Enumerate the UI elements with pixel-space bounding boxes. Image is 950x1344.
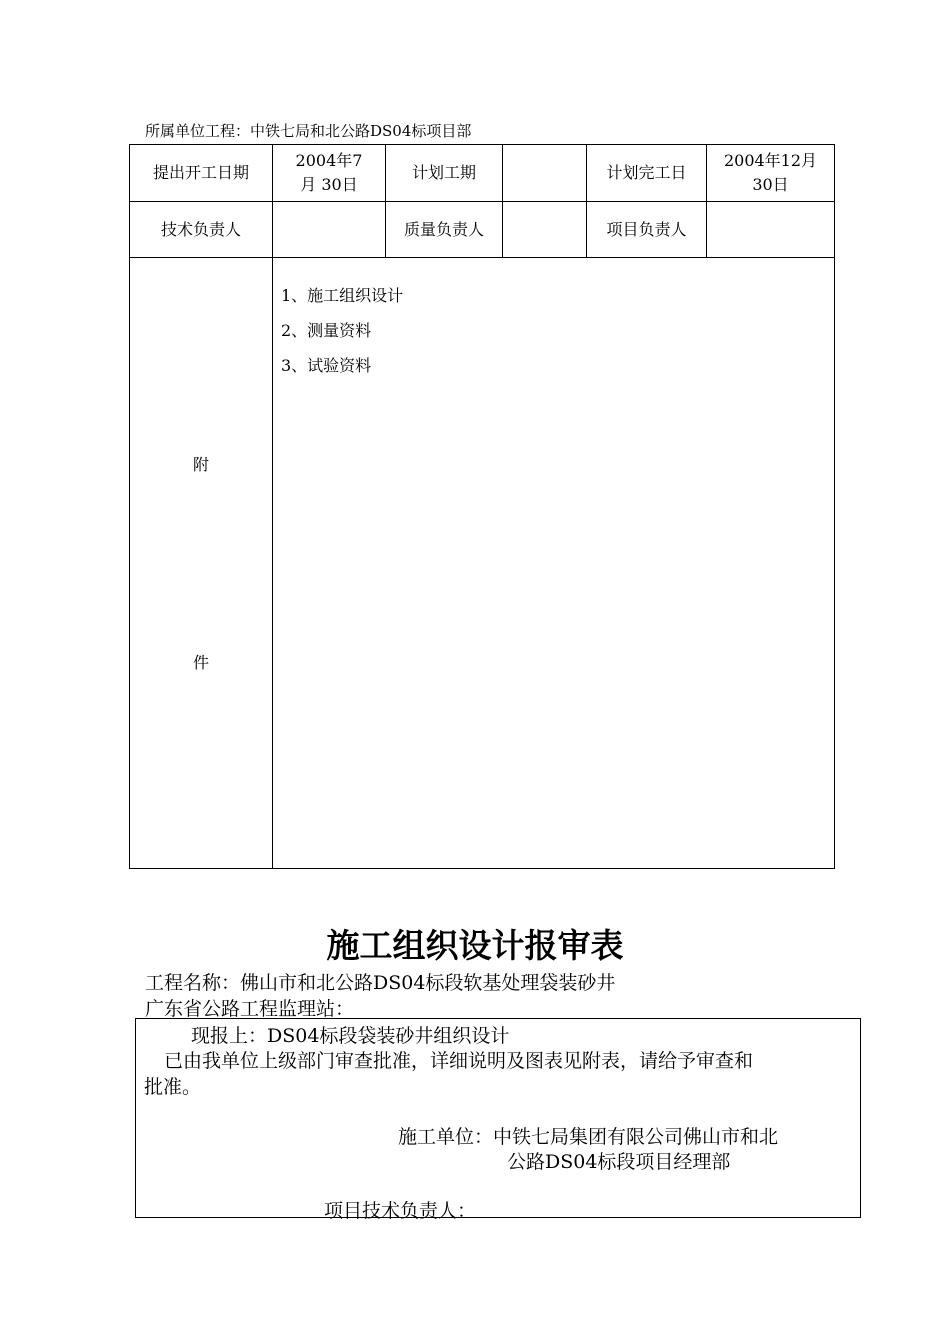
- list-item: 2、测量资料: [281, 321, 372, 340]
- approval-line2: 批准。: [144, 1076, 202, 1098]
- table-row: [130, 145, 835, 202]
- addressee: 广东省公路工程监理站：: [145, 998, 355, 1020]
- tech-lead-label: 技术负责人: [130, 202, 273, 258]
- tech-lead-signature: 项目技术负责人：: [324, 1200, 477, 1222]
- submission-box: [135, 1018, 861, 1222]
- planned-finish-line2: 30日: [752, 175, 789, 194]
- attachments-list: [273, 258, 835, 869]
- construction-start-table: [129, 144, 835, 869]
- list-item: 3、试验资料: [281, 356, 372, 375]
- contractor-line2: 公路DS04标段项目经理部: [507, 1151, 731, 1173]
- start-date-line1: 2004年7: [295, 151, 363, 170]
- project-name: 工程名称：佛山市和北公路DS04标段软基处理袋装砂井: [145, 972, 616, 994]
- report-line: 现报上：DS04标段袋装砂井组织设计: [191, 1025, 510, 1047]
- start-date-value: [273, 145, 386, 202]
- attachments-label-char1: 附: [192, 455, 209, 474]
- attachments-label-char2: 件: [192, 653, 209, 672]
- table-row: [130, 202, 835, 258]
- quality-lead-label: 质量负责人: [386, 202, 503, 258]
- attachments-label: [130, 258, 273, 869]
- quality-lead-value: [503, 202, 587, 258]
- planned-period-label: 计划工期: [386, 145, 503, 202]
- planned-finish-value: [707, 145, 835, 202]
- tech-lead-value: [273, 202, 386, 258]
- planned-finish-label: 计划完工日: [587, 145, 707, 202]
- contractor-line1: 施工单位：中铁七局集团有限公司佛山市和北: [398, 1126, 779, 1148]
- planned-period-value: [503, 145, 587, 202]
- start-date-label: 提出开工日期: [130, 145, 273, 202]
- project-lead-value: [707, 202, 835, 258]
- planned-finish-line1: 2004年12月: [723, 151, 818, 170]
- start-date-line2: 月 30日: [300, 175, 358, 194]
- form-title: 施工组织设计报审表: [326, 926, 624, 965]
- table-row: [130, 258, 835, 869]
- list-item: 1、施工组织设计: [281, 286, 404, 305]
- unit-project-line: 所属单位工程：中铁七局和北公路DS04标项目部: [145, 122, 472, 140]
- project-lead-label: 项目负责人: [587, 202, 707, 258]
- approval-line1: 已由我单位上级部门审查批准，详细说明及图表见附表，请给予审查和: [164, 1050, 754, 1072]
